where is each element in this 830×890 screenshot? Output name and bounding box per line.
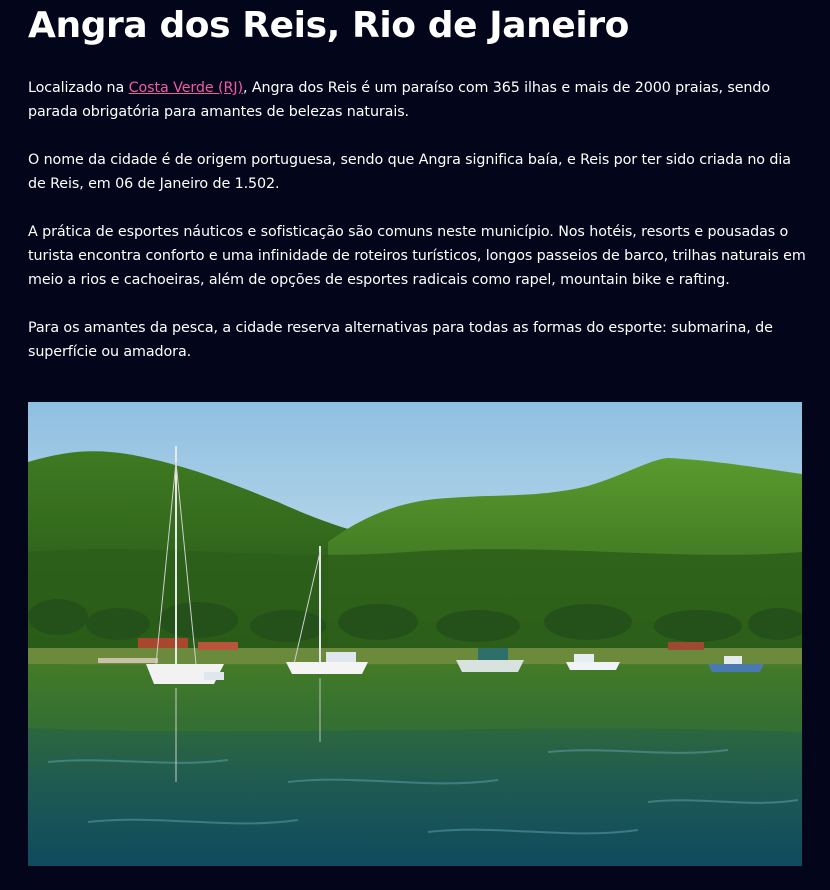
page-title: Angra dos Reis, Rio de Janeiro (28, 5, 630, 46)
pier (98, 658, 158, 663)
bay-photo (28, 402, 802, 866)
water-reflection (28, 664, 802, 732)
costa-verde-link[interactable]: Costa Verde (RJ) (128, 80, 243, 96)
roof-right (668, 642, 704, 650)
paragraph-fishing: Para os amantes da pesca, a cidade reserva alternativas para todas as formas do esporte: submarina, de superfície ou amadora. (28, 320, 773, 360)
paragraph-name-origin: O nome da cidade é de origem portuguesa, sendo que Angra significa baía, e Reis por ter sido criada no dia de Reis, em 06 de Janeiro de 1.502. (28, 152, 791, 192)
bay-photo-illustration (28, 402, 802, 866)
roof-middle (198, 642, 238, 650)
paragraph-intro-rest: , Angra dos Reis é um paraíso com 365 ilhas e mais de 2000 praias, sendo parada obrigatória para amantes de belezas naturais. (28, 80, 770, 120)
paragraph-nautical-sports: A prática de esportes náuticos e sofisticação são comuns neste município. Nos hotéis, resorts e pousadas o turista encontra conforto e uma infinidade de roteiros turísticos, longos passeios de barco, trilhas naturais em meio a rios e cachoeiras, além de opções de esportes radicais como rapel, mountain bike e rafting. (28, 224, 806, 288)
roof-left (138, 638, 188, 648)
paragraph-intro (28, 76, 813, 124)
paragraph-intro-lead: Localizado na (28, 80, 129, 96)
